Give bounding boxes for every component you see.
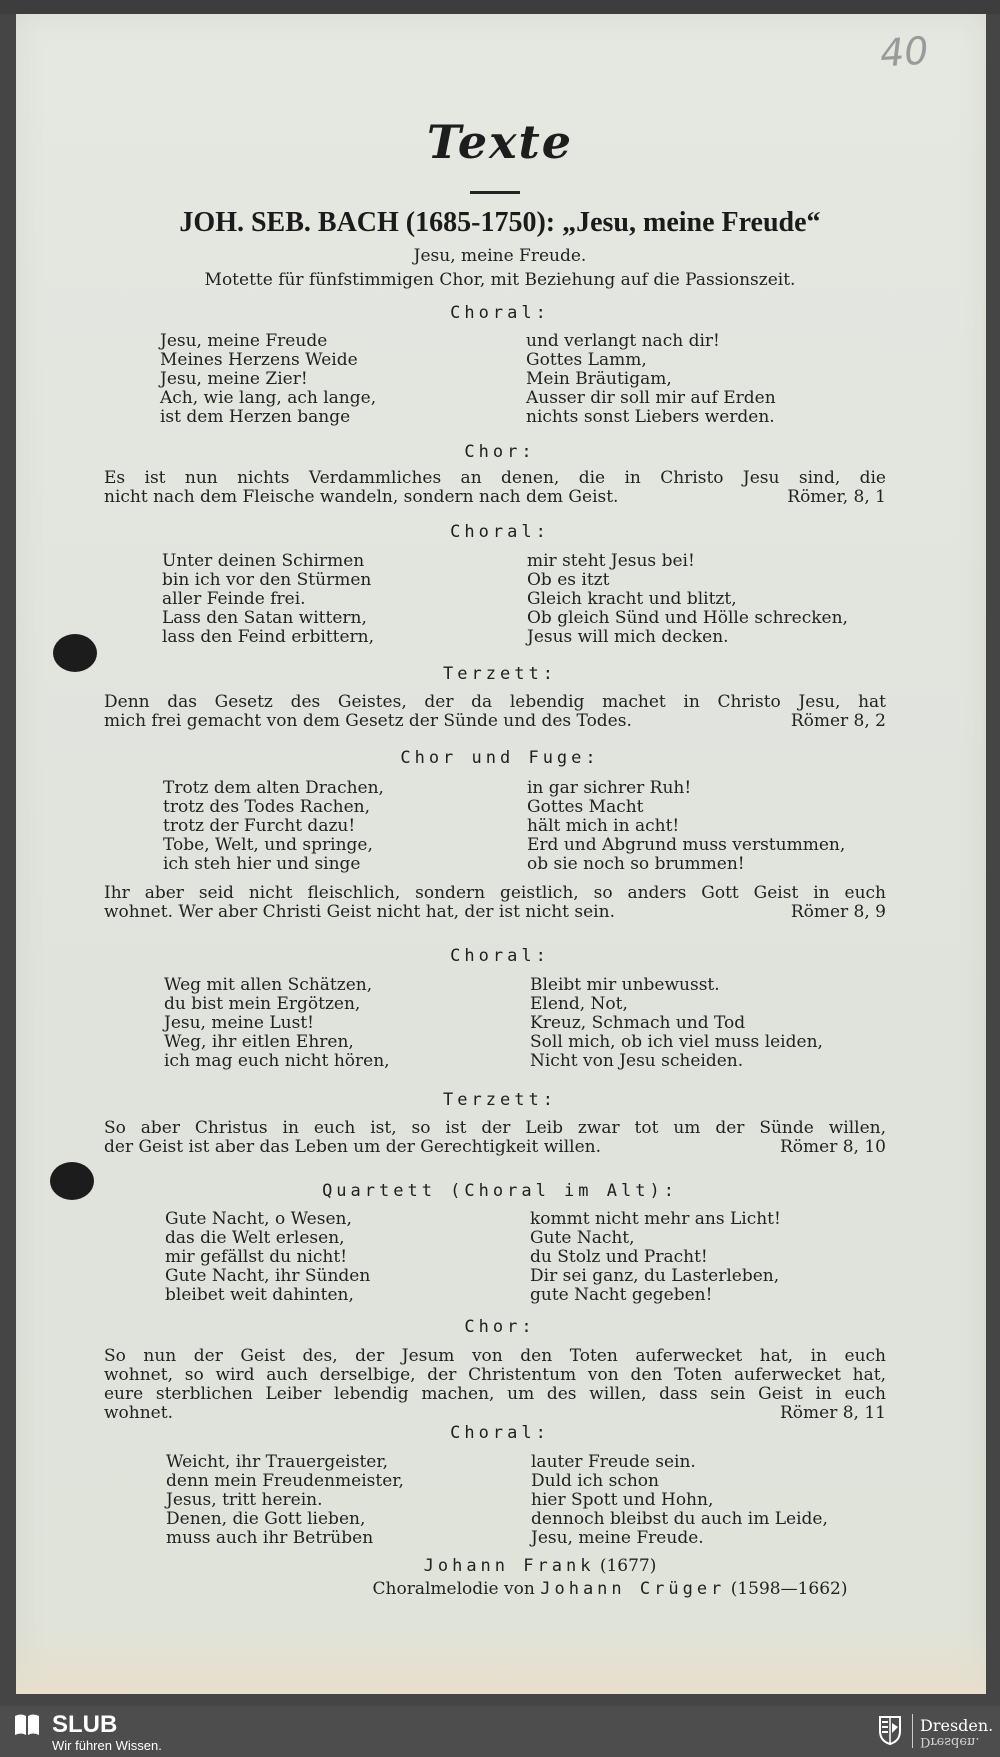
verse-left bbox=[163, 779, 384, 874]
verse-line: Jesu, meine Lust! bbox=[164, 1013, 315, 1033]
lyricist-year: (1677) bbox=[599, 1556, 657, 1576]
verse-line: Elend, Not, bbox=[530, 994, 628, 1014]
verse-line: aller Feinde frei. bbox=[162, 589, 306, 609]
verse-line: hält mich in acht! bbox=[527, 816, 680, 836]
prose-line: Denn das Gesetz des Geistes, der da lebendig machet in Christo Jesu, hat bbox=[104, 692, 886, 712]
melody-prefix: Choralmelodie von bbox=[372, 1579, 535, 1599]
verse-line: in gar sichrer Ruh! bbox=[527, 778, 692, 798]
section-heading: Terzett: bbox=[443, 664, 557, 684]
scan-border-top bbox=[0, 0, 1000, 14]
verse-line: nichts sonst Liebers werden. bbox=[526, 407, 775, 427]
verse-line: Weicht, ihr Trauergeister, bbox=[166, 1452, 389, 1472]
melody-composer: Johann Crüger bbox=[540, 1579, 726, 1599]
verse-right bbox=[526, 332, 776, 427]
verse-line: Denen, die Gott lieben, bbox=[166, 1509, 366, 1529]
melody-credit bbox=[110, 1579, 1000, 1599]
verse-line: du bist mein Ergötzen, bbox=[164, 994, 361, 1014]
verse-line: und verlangt nach dir! bbox=[526, 331, 720, 351]
verse-right bbox=[531, 1453, 828, 1548]
verse-line: Jesus will mich decken. bbox=[527, 627, 729, 647]
dresden-crest-icon bbox=[878, 1715, 902, 1745]
verse-line: Jesus, tritt herein. bbox=[166, 1490, 323, 1510]
description: Motette für fünfstimmigen Chor, mit Beziehung auf die Passionszeit. bbox=[204, 270, 796, 290]
verse-line: Ob es itzt bbox=[527, 570, 610, 590]
scripture-reference: Römer, 8, 1 bbox=[787, 487, 886, 507]
title-divider bbox=[470, 191, 520, 194]
verse-left bbox=[162, 552, 374, 647]
verse-line: Meines Herzens Weide bbox=[160, 350, 358, 370]
verse-left bbox=[166, 1453, 404, 1548]
verse-line: Nicht von Jesu scheiden. bbox=[530, 1051, 744, 1071]
verse-line: Gute Nacht, bbox=[530, 1228, 635, 1248]
verse-line: trotz des Todes Rachen, bbox=[163, 797, 370, 817]
verse-line: Kreuz, Schmach und Tod bbox=[530, 1013, 746, 1033]
footer-divider bbox=[912, 1714, 913, 1748]
prose-paragraph bbox=[104, 1347, 886, 1423]
prose-paragraph bbox=[104, 469, 886, 507]
verse-line: Jesu, meine Freude bbox=[160, 331, 328, 351]
verse-line: Mein Bräutigam, bbox=[526, 369, 672, 389]
verse-right bbox=[527, 779, 845, 874]
verse-line: du Stolz und Pracht! bbox=[530, 1247, 708, 1267]
prose-paragraph bbox=[104, 1119, 886, 1157]
verse-line: Gute Nacht, ihr Sünden bbox=[165, 1266, 371, 1286]
section-heading: Chor: bbox=[464, 1317, 536, 1337]
verse-line: kommt nicht mehr ans Licht! bbox=[530, 1209, 781, 1229]
verse-line: dennoch bleibst du auch im Leide, bbox=[531, 1509, 828, 1529]
verse-right bbox=[530, 976, 823, 1071]
prose-line: nicht nach dem Fleische wandeln, sondern nach dem Geist. bbox=[104, 487, 619, 507]
verse-line: Weg, ihr eitlen Ehren, bbox=[164, 1032, 354, 1052]
prose-line: Es ist nun nichts Verdammliches an denen, die in Christo Jesu sind, die bbox=[104, 468, 886, 488]
verse-line: Trotz dem alten Drachen, bbox=[163, 778, 384, 798]
verse-line: Soll mich, ob ich viel muss leiden, bbox=[530, 1032, 823, 1052]
lyricist-name: Johann Frank bbox=[423, 1556, 595, 1576]
composer-heading: JOH. SEB. BACH (1685-1750): „Jesu, meine Freude“ bbox=[179, 207, 821, 238]
verse-line: ich mag euch nicht hören, bbox=[164, 1051, 390, 1071]
scripture-reference: Römer 8, 10 bbox=[779, 1137, 886, 1157]
section-heading: Choral: bbox=[450, 946, 550, 966]
verse-line: lass den Feind erbittern, bbox=[162, 627, 375, 647]
verse-line: Dir sei ganz, du Lasterleben, bbox=[530, 1266, 780, 1286]
footer-bar bbox=[0, 1706, 1000, 1757]
verse-line: Jesu, meine Freude. bbox=[531, 1528, 704, 1548]
verse-line: mir gefällst du nicht! bbox=[165, 1247, 348, 1267]
prose-line: wohnet. bbox=[104, 1403, 173, 1423]
section-heading: Choral: bbox=[450, 1423, 550, 1443]
verse-line: Erd und Abgrund muss verstummen, bbox=[527, 835, 846, 855]
verse-left bbox=[160, 332, 376, 427]
slub-brand[interactable]: SLUB bbox=[52, 1711, 118, 1738]
scripture-reference: Römer 8, 2 bbox=[790, 711, 886, 731]
section-heading: Choral: bbox=[450, 303, 550, 323]
prose-line: wohnet, so wird auch derselbige, der Christentum von den Toten auferwecket hat, bbox=[104, 1365, 886, 1385]
verse-line: Tobe, Welt, und springe, bbox=[163, 835, 373, 855]
scripture-reference: Römer 8, 9 bbox=[790, 902, 886, 922]
section-heading: Terzett: bbox=[443, 1090, 557, 1110]
verse-left bbox=[164, 976, 390, 1071]
verse-right bbox=[530, 1210, 781, 1305]
subtitle: Jesu, meine Freude. bbox=[413, 246, 587, 266]
verse-line: mir steht Jesus bei! bbox=[527, 551, 695, 571]
melody-years: (1598—1662) bbox=[730, 1579, 848, 1599]
verse-line: Unter deinen Schirmen bbox=[162, 551, 365, 571]
prose-line: So nun der Geist des, der Jesum von den Toten auferwecket hat, in euch bbox=[104, 1346, 886, 1366]
prose-line: mich frei gemacht von dem Gesetz der Sünde und des Todes. bbox=[104, 711, 632, 731]
verse-line: ich steh hier und singe bbox=[163, 854, 361, 874]
verse-line: lauter Freude sein. bbox=[531, 1452, 696, 1472]
page-aging-band bbox=[16, 1624, 986, 1694]
prose-line: So aber Christus in euch ist, so ist der Leib zwar tot um der Sünde willen, bbox=[104, 1118, 886, 1138]
slub-logo-icon[interactable] bbox=[14, 1712, 40, 1736]
verse-line: ist dem Herzen bange bbox=[160, 407, 351, 427]
section-heading: Chor: bbox=[464, 442, 536, 462]
section-heading: Choral: bbox=[450, 522, 550, 542]
verse-line: Ach, wie lang, ach lange, bbox=[160, 388, 377, 408]
verse-line: das die Welt erlesen, bbox=[165, 1228, 345, 1248]
verse-line: Ausser dir soll mir auf Erden bbox=[526, 388, 776, 408]
verse-line: Duld ich schon bbox=[531, 1471, 659, 1491]
verse-line: hier Spott und Hohn, bbox=[531, 1490, 714, 1510]
prose-line: Ihr aber seid nicht fleischlich, sondern geistlich, so anders Gott Geist in euch bbox=[104, 883, 886, 903]
verse-line: Gleich kracht und blitzt, bbox=[527, 589, 737, 609]
verse-line: gute Nacht gegeben! bbox=[530, 1285, 713, 1305]
verse-left bbox=[165, 1210, 370, 1305]
verse-line: Ob gleich Sünd und Hölle schrecken, bbox=[527, 608, 848, 628]
verse-line: muss auch ihr Betrüben bbox=[166, 1528, 374, 1548]
page-title: Texte bbox=[426, 115, 574, 169]
verse-line: Jesu, meine Zier! bbox=[160, 369, 308, 389]
verse-line: Weg mit allen Schätzen, bbox=[164, 975, 373, 995]
section-heading: Quartett (Choral im Alt): bbox=[322, 1181, 678, 1201]
prose-paragraph bbox=[104, 693, 886, 731]
prose-line: der Geist ist aber das Leben um der Gerechtigkeit willen. bbox=[104, 1137, 602, 1157]
verse-line: bleibet weit dahinten, bbox=[165, 1285, 354, 1305]
verse-line: Gute Nacht, o Wesen, bbox=[165, 1209, 352, 1229]
page-number: 40 bbox=[878, 28, 930, 76]
prose-paragraph bbox=[104, 884, 886, 922]
verse-line: Lass den Satan wittern, bbox=[162, 608, 367, 628]
prose-line: wohnet. Wer aber Christi Geist nicht hat, der ist nicht sein. bbox=[104, 902, 615, 922]
verse-line: bin ich vor den Stürmen bbox=[162, 570, 372, 590]
verse-line: trotz der Furcht dazu! bbox=[163, 816, 356, 836]
dresden-wordmark[interactable]: Dresden. bbox=[920, 1716, 994, 1735]
verse-line: Gottes Lamm, bbox=[526, 350, 647, 370]
slub-tagline: Wir führen Wissen. bbox=[52, 1738, 162, 1753]
section-heading: Chor und Fuge: bbox=[400, 748, 600, 768]
prose-line: eure sterblichen Leiber lebendig machen, um des willen, dass sein Geist in euch bbox=[104, 1384, 886, 1404]
verse-line: denn mein Freudenmeister, bbox=[166, 1471, 404, 1491]
lyricist-credit bbox=[40, 1556, 1000, 1576]
verse-line: Gottes Macht bbox=[527, 797, 644, 817]
dresden-wordmark-reflection: Dresden. bbox=[920, 1734, 980, 1749]
verse-right bbox=[527, 552, 848, 647]
verse-line: Bleibt mir unbewusst. bbox=[530, 975, 720, 995]
verse-line: ob sie noch so brummen! bbox=[527, 854, 745, 874]
scripture-reference: Römer 8, 11 bbox=[779, 1403, 886, 1423]
